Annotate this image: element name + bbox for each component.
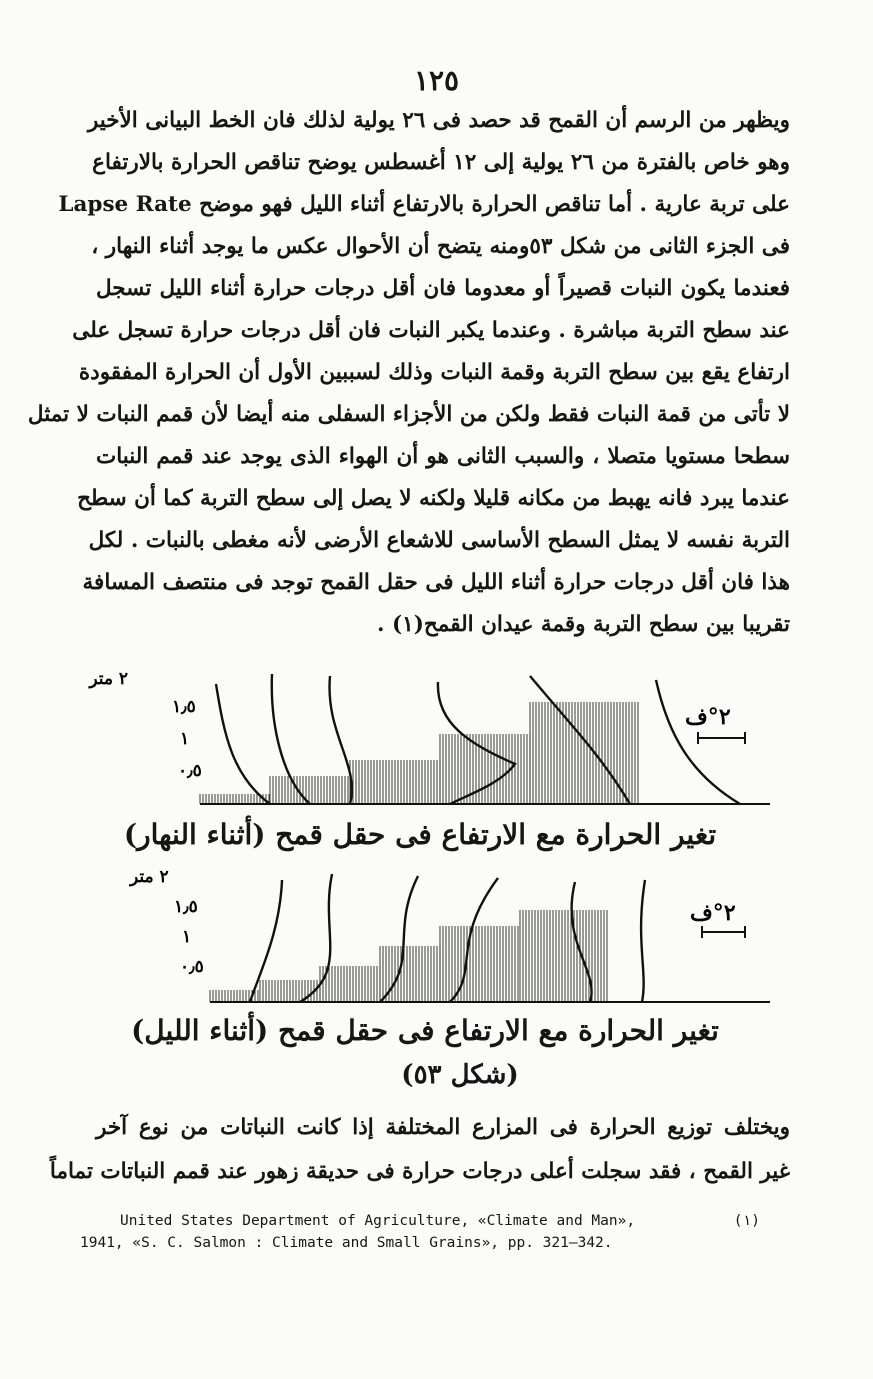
y-label-2m: ٢ متر [89,669,128,689]
text-line: لا تأتى من قمة النبات فقط ولكن من الأجزاء السفلى منه أيضا لأن قمم النبات لا تمثل [27,402,790,427]
text-line: ويختلف توزيع الحرارة فى المزارع المختلفة إذا كانت النباتات من نوع آخر [96,1115,790,1140]
text-line: سطحا مستويا متصلا ، والسبب الثانى هو أن الهواء الذى يوجد عند قمم النبات [96,444,790,469]
night-crop-bars [210,910,607,1002]
text-line: فعندما يكون النبات قصيراً أو معدوما فان أقل درجات حرارة أثناء الليل تسجل [96,276,790,301]
y-label-1: ١ [180,729,190,749]
text-line: فى الجزء الثانى من شكل ٥٣ومنه يتضح أن الأحوال عكس ما يوجد أثناء النهار ، [91,234,790,259]
y-label-0-5: ٠٫٥ [180,957,204,977]
text-line: عندما يبرد فانه يهبط من مكانه قليلا ولكنه لا يصل إلى سطح التربة كما أن سطح [77,486,790,511]
text-line: وهو خاص بالفترة من ٢٦ يولية إلى ١٢ أغسطس يوضح تناقص الحرارة بالارتفاع [92,150,790,175]
day-crop-bars [200,702,638,804]
text-line: تقريبا بين سطح التربة وقمة عيدان القمح(١) . [377,612,790,637]
day-caption: تغير الحرارة مع الارتفاع فى حقل قمح (أثناء النهار) [123,818,717,851]
y-label-1-5: ١٫٥ [172,697,196,717]
day-temperature-curves [216,674,740,804]
text-line: ارتفاع يقع بين سطح التربة وقمة النبات وذلك لسببين الأول أن الحرارة المفقودة [78,360,790,385]
text-line: على تربة عارية . أما تناقص الحرارة بالارتفاع أثناء الليل فهو موضح Lapse Rate [58,192,790,217]
footnote-line: 1941, «S. C. Salmon : Climate and Small Grains», pp. 321—342. [80,1235,613,1251]
paragraph-2 [49,1106,790,1194]
temp-scale-label: ٢°ف [685,704,731,730]
footnote [80,1210,760,1254]
y-label-1: ١ [182,927,192,947]
text-line: هذا فان أقل درجات حرارة أثناء الليل فى حقل القمح توجد فى منتصف المسافة [82,570,790,595]
footnote-number: (١) [733,1213,760,1229]
y-label-1-5: ١٫٥ [174,897,198,917]
night-caption: تغير الحرارة مع الارتفاع فى حقل قمح (أثناء الليل) [131,1014,719,1047]
paragraph-1 [27,100,790,646]
temp-scale-label: ٢°ف [690,900,736,926]
text-line: التربة نفسه لا يمثل السطح الأساسى للاشعاع الأرضى لأنه مغطى بالنبات . لكل [88,528,790,553]
footnote-line: United States Department of Agriculture, «Climate and Man», [120,1213,636,1229]
night-temperature-figure [120,862,780,1022]
text-line: عند سطح التربة مباشرة . وعندما يكبر النبات فان أقل درجات حرارة تسجل على [72,318,790,343]
page-number: ١٢٥ [413,64,460,97]
figure-label: (شكل ٥٣) [401,1060,519,1090]
day-temperature-figure [89,664,780,824]
y-label-2m: ٢ متر [130,867,169,887]
y-label-0-5: ٠٫٥ [178,761,202,781]
text-line: غير القمح ، فقد سجلت أعلى درجات حرارة فى حديقة زهور عند قمم النباتات تماماً [49,1159,790,1184]
text-line: ويظهر من الرسم أن القمح قد حصد فى ٢٦ يولية لذلك فان الخط البيانى الأخير [87,108,790,133]
